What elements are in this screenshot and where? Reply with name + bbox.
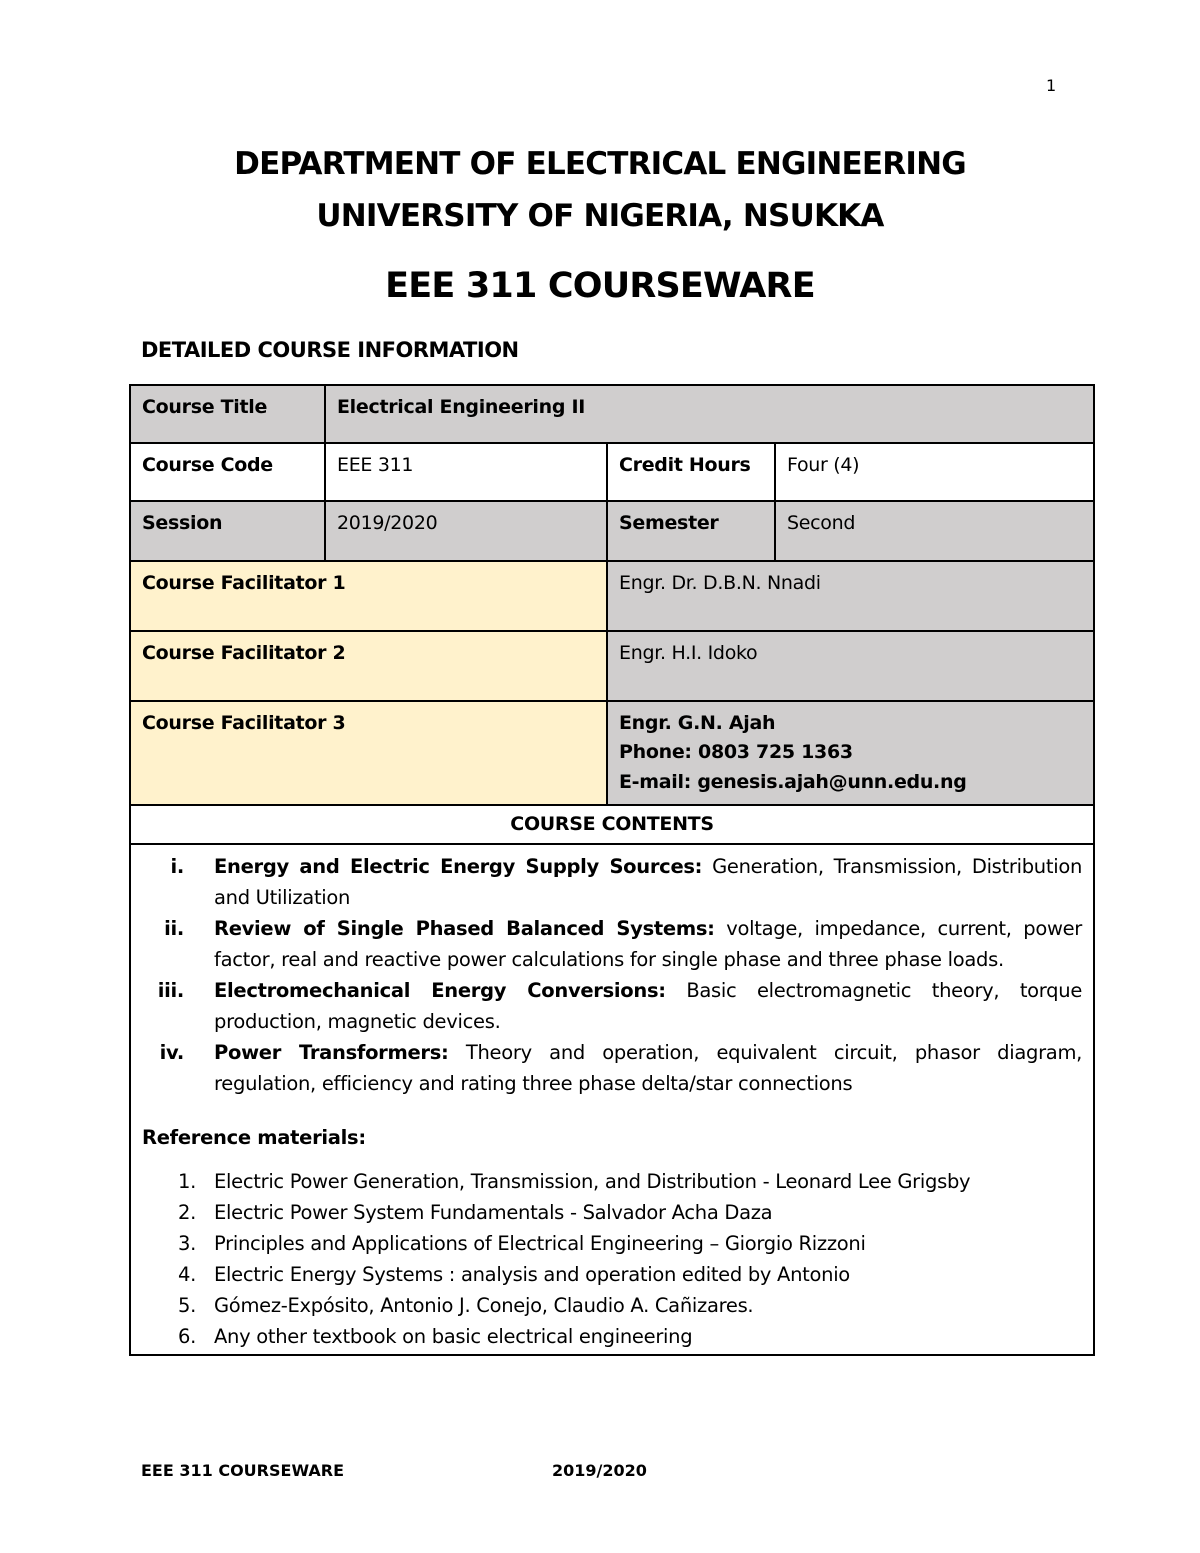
semester-value: Second (775, 501, 1094, 561)
reference-number: 3. (177, 1232, 196, 1256)
topic-number: iii. (157, 978, 184, 1002)
list-item (142, 1290, 1082, 1321)
references-title: Reference materials: (142, 1125, 366, 1149)
facilitator-3-label: Course Facilitator 3 (130, 701, 607, 805)
course-contents-heading: COURSE CONTENTS (130, 805, 1094, 844)
credit-hours-label: Credit Hours (607, 443, 775, 501)
facilitator-3-phone: Phone: 0803 725 1363 (619, 741, 853, 764)
semester-label: Semester (607, 501, 775, 561)
credit-hours-value: Four (4) (775, 443, 1094, 501)
session-value: 2019/2020 (325, 501, 607, 561)
reference-text: Electric Energy Systems : analysis and operation edited by Antonio (214, 1263, 850, 1287)
facilitator-1-label: Course Facilitator 1 (130, 561, 607, 631)
reference-number: 1. (177, 1170, 196, 1194)
topic-text: voltage, impedance, current, power factor, real and reactive power calculations for single phase and three phase loads. (214, 916, 1083, 971)
session-label: Session (130, 501, 325, 561)
course-contents-body (130, 844, 1094, 1355)
reference-text: Electric Power System Fundamentals - Salvador Acha Daza (214, 1201, 773, 1225)
list-item (142, 1321, 1082, 1352)
topic-title: Energy and Electric Energy Supply Sources: (214, 854, 703, 878)
courseware-title: EEE 311 COURSEWARE (385, 266, 815, 306)
facilitator-2-name: Engr. H.I. Idoko (607, 631, 1094, 701)
topic-title: Review of Single Phased Balanced Systems: (214, 916, 715, 940)
list-item (142, 1259, 1082, 1290)
list-item (142, 913, 1082, 975)
list-item (142, 1228, 1082, 1259)
reference-text: Gómez-Expósito, Antonio J. Conejo, Claudio A. Cañizares. (214, 1294, 754, 1318)
facilitator-3-details (607, 701, 1094, 805)
footer-session: 2019/2020 (552, 1461, 647, 1480)
reference-text: Electric Power Generation, Transmission, and Distribution - Leonard Lee Grigsby (214, 1170, 971, 1194)
course-code-label: Course Code (130, 443, 325, 501)
topic-text: Basic electromagnetic theory, torque production, magnetic devices. (214, 978, 1083, 1033)
facilitator-2-label: Course Facilitator 2 (130, 631, 607, 701)
university-heading: UNIVERSITY OF NIGERIA, NSUKKA (316, 198, 884, 234)
footer-course: EEE 311 COURSEWARE (141, 1461, 344, 1480)
course-code-value: EEE 311 (325, 443, 607, 501)
topic-number: iv. (159, 1040, 184, 1064)
reference-text: Any other textbook on basic electrical engineering (214, 1325, 693, 1349)
facilitator-3-name: Engr. G.N. Ajah (619, 712, 776, 734)
course-info-table (129, 384, 1095, 1356)
topic-title: Power Transformers: (214, 1040, 449, 1064)
reference-number: 5. (177, 1294, 196, 1318)
list-item (142, 975, 1082, 1037)
list-item (142, 851, 1082, 913)
list-item (142, 1037, 1082, 1099)
course-title-label: Course Title (130, 385, 325, 443)
topic-number: ii. (164, 916, 184, 940)
topic-number: i. (170, 854, 184, 878)
section-title: DETAILED COURSE INFORMATION (141, 338, 519, 362)
facilitator-3-email: E-mail: genesis.ajah@unn.edu.ng (619, 770, 967, 793)
department-heading: DEPARTMENT OF ELECTRICAL ENGINEERING (234, 146, 966, 182)
reference-text: Principles and Applications of Electrical Engineering – Giorgio Rizzoni (214, 1232, 866, 1256)
list-item (142, 1197, 1082, 1228)
topic-text: Theory and operation, equivalent circuit, phasor diagram, regulation, efficiency and rating three phase delta/star connections (214, 1040, 1083, 1095)
topic-text: Generation, Transmission, Distribution and Utilization (214, 854, 1083, 909)
topic-title: Electromechanical Energy Conversions: (214, 978, 666, 1002)
reference-number: 4. (177, 1263, 196, 1287)
reference-number: 6. (177, 1325, 196, 1349)
reference-number: 2. (177, 1201, 196, 1225)
page-number: 1 (1046, 76, 1057, 95)
course-title-value: Electrical Engineering II (325, 385, 1094, 443)
facilitator-1-name: Engr. Dr. D.B.N. Nnadi (607, 561, 1094, 631)
list-item (142, 1166, 1082, 1197)
